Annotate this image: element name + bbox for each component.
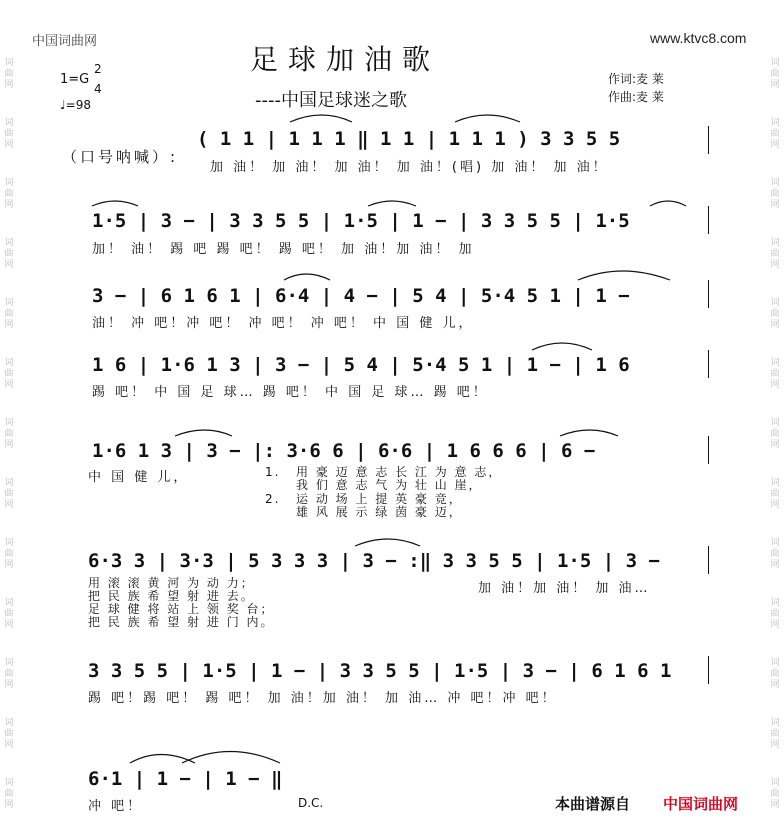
score-row-6-lyrics: 加 油！加 油！ 加 油… [478, 581, 651, 596]
key-signature: 1=G [60, 72, 90, 87]
slur [560, 430, 618, 436]
score-row-6-notes: 6·3 3 | 3·3 | 5 3 3 3 | 3 − :‖ 3 3 5 5 | 1·5 | 3 − [88, 550, 660, 572]
verse-line: 用 滚 滚 黄 河 为 动 力； [88, 576, 255, 590]
tempo-marking: ♩=98 [60, 98, 91, 112]
verse-1-label: 1. [265, 465, 281, 479]
source-label: 本曲谱源自 [555, 795, 631, 813]
score-row-4-lyrics: 踢 吧！ 中 国 足 球… 踢 吧！ 中 国 足 球… 踢 吧！ [92, 385, 489, 400]
score-row-7-lyrics: 踢 吧！踢 吧！ 踢 吧！ 加 油！加 油！ 加 油… 冲 吧！冲 吧！ [88, 691, 558, 706]
slur [532, 343, 592, 350]
score-row-1-notes: ( 1 1 | 1 1 1 ‖ 1 1 | 1 1 1 ) 3 3 5 5 [197, 128, 621, 150]
verse-2-line-1: 运 动 场 上 提 英 豪 竞， [296, 492, 463, 506]
watermark-right: 词曲网 [770, 658, 780, 690]
watermark-right: 词曲网 [770, 298, 780, 330]
watermark-right: 词曲网 [770, 358, 780, 390]
watermark-left: 词曲网 [4, 118, 14, 150]
score-row-2-notes: 1·5 | 3 − | 3 3 5 5 | 1·5 | 1 − | 3 3 5 5 | 1·5 [92, 210, 630, 232]
verse-1-line-2: 我 们 意 志 气 为 壮 山 崖， [296, 478, 483, 492]
song-title: 足球加油歌 [250, 43, 441, 76]
score-row-1-lyrics: 加 油！ 加 油！ 加 油！ 加 油！(唱) 加 油！ 加 油！ [210, 160, 609, 175]
watermark-left: 词曲网 [4, 418, 14, 450]
watermark-right: 词曲网 [770, 238, 780, 270]
score-row-5-notes: 1·6 1 3 | 3 − |: 3·6 6 | 6·6 | 1 6 6 6 | 6 − [92, 440, 596, 462]
slur [284, 274, 330, 280]
intro-label: （口号呐喊）: [62, 148, 179, 166]
slur [182, 752, 280, 764]
verse-1-line-1: 用 豪 迈 意 志 长 江 为 意 志， [296, 465, 503, 479]
time-signature-top: 2 [94, 62, 102, 76]
score-row-3-lyrics: 油！ 冲 吧！冲 吧！ 冲 吧！ 冲 吧！ 中 国 健 儿， [92, 316, 475, 331]
slur [355, 539, 420, 546]
composer: 作曲:麦 莱 [608, 90, 664, 104]
slur [92, 201, 138, 206]
score-row-7-notes: 3 3 5 5 | 1·5 | 1 − | 3 3 5 5 | 1·5 | 3 − | 6 1 6 1 [88, 660, 672, 682]
watermark-right: 词曲网 [770, 178, 780, 210]
da-capo-marking: D.C. [298, 796, 324, 810]
slur [368, 201, 416, 206]
watermark-right: 词曲网 [770, 538, 780, 570]
verse-line: 把 民 族 希 望 射 进 门 内。 [88, 615, 275, 629]
score-row-8-lyrics: 冲 吧！ [88, 799, 144, 814]
site-name-left: 中国词曲网 [32, 34, 98, 49]
watermark-right: 词曲网 [770, 118, 780, 150]
watermark-right: 词曲网 [770, 478, 780, 510]
score-row-5-lyrics: 中 国 健 儿， [88, 470, 190, 485]
score-row-4-notes: 1 6 | 1·6 1 3 | 3 − | 5 4 | 5·4 5 1 | 1 − | 1 6 [92, 354, 630, 376]
verse-2-line-2: 雄 风 展 示 绿 茵 豪 迈， [296, 505, 463, 519]
slur [290, 115, 352, 122]
watermark-left: 词曲网 [4, 538, 14, 570]
slur [650, 201, 686, 206]
verse-2-label: 2. [265, 492, 281, 506]
watermark-right: 词曲网 [770, 58, 780, 90]
slur [578, 271, 670, 280]
watermark-left: 词曲网 [4, 718, 14, 750]
watermark-right: 词曲网 [770, 418, 780, 450]
watermark-right: 词曲网 [770, 718, 780, 750]
watermark-left: 词曲网 [4, 478, 14, 510]
score-row-2-lyrics: 加！ 油！ 踢 吧 踢 吧！ 踢 吧！ 加 油！加 油！ 加 [92, 242, 475, 257]
verse-line: 把 民 族 希 望 射 进 去。 [88, 589, 255, 603]
slur [175, 430, 232, 436]
score-row-3-notes: 3 − | 6 1 6 1 | 6·4 | 4 − | 5 4 | 5·4 5 1 | 1 − [92, 285, 630, 307]
watermark-left: 词曲网 [4, 298, 14, 330]
watermark-left: 词曲网 [4, 658, 14, 690]
slur [455, 115, 520, 122]
watermark-left: 词曲网 [4, 358, 14, 390]
score-row-8-notes: 6·1 | 1 − | 1 − ‖ [88, 768, 283, 790]
lyricist: 作词:麦 莱 [608, 72, 664, 86]
watermark-left: 词曲网 [4, 778, 14, 810]
watermark-left: 词曲网 [4, 58, 14, 90]
watermark-right: 词曲网 [770, 778, 780, 810]
verse-line: 足 球 健 将 站 上 领 奖 台； [88, 602, 275, 616]
watermark-right: 词曲网 [770, 598, 780, 630]
song-subtitle: ----中国足球迷之歌 [255, 90, 407, 111]
time-signature-bottom: 4 [94, 82, 102, 96]
watermark-left: 词曲网 [4, 238, 14, 270]
watermark-left: 词曲网 [4, 178, 14, 210]
watermark-left: 词曲网 [4, 598, 14, 630]
site-url[interactable]: www.ktvc8.com [650, 30, 747, 46]
source-site-link[interactable]: 中国词曲网 [663, 795, 739, 813]
